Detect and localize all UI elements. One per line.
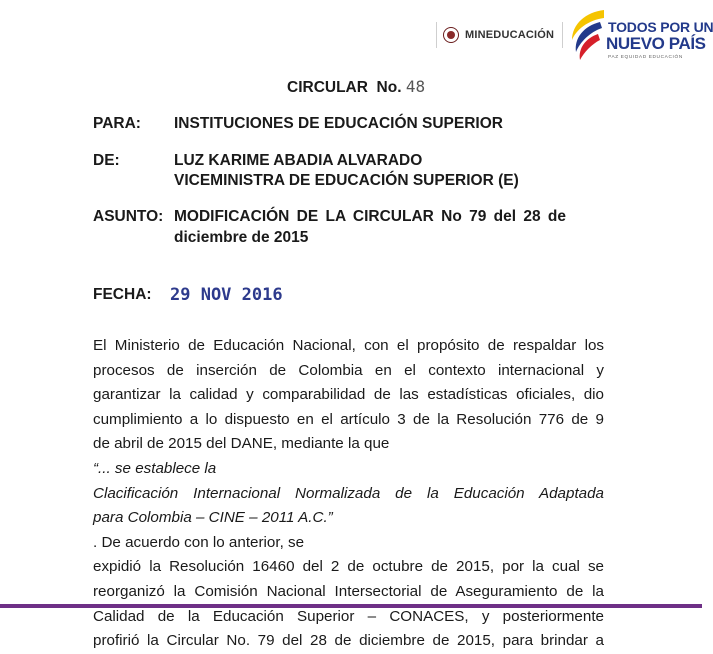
fecha-date-stamp: 29 NOV 2016 <box>170 285 283 305</box>
body-line-text: reorganizó la Comisión Nacional Intersectorial de Aseguramiento de la <box>93 582 604 600</box>
body-line <box>93 555 604 580</box>
body-line-text: El Ministerio de Educación Nacional, con el propósito de respaldar los <box>93 337 604 354</box>
mineducacion-logo <box>436 22 563 48</box>
page-bottom-border <box>0 604 702 608</box>
body-line-text: procesos de inserción de Colombia en el contexto internacional y <box>93 361 604 379</box>
body-line-text: garantizar la calidad y comparabilidad de las estadísticas oficiales, dio <box>93 386 604 404</box>
de-value-line-1: LUZ KARIME ABADIA ALVARADO <box>174 152 423 169</box>
body-line-text: de abril de 2015 del DANE, mediante la que <box>93 435 390 453</box>
slogan-line-2: NUEVO PAÍS <box>606 34 706 53</box>
para-value: INSTITUCIONES DE EDUCACIÓN SUPERIOR <box>174 115 503 132</box>
fecha-label: FECHA: <box>93 286 152 303</box>
body-line <box>93 432 604 481</box>
body-line-text: profirió la Circular No. 79 del 28 de diciembre de 2015, para brindar a <box>93 632 604 650</box>
ministry-logo-text: MINEDUCACIÓN <box>465 29 555 41</box>
asunto-label: ASUNTO: <box>93 208 164 225</box>
body-line <box>93 605 604 630</box>
body-quote-text: para Colombia – CINE – 2011 A.C.” <box>93 509 333 527</box>
asunto-value-text: MODIFICACIÓN DE LA CIRCULAR No 79 del 28 de <box>174 208 567 225</box>
body-line <box>93 359 604 384</box>
slogan-line-1: TODOS POR UN <box>608 19 713 35</box>
body-line <box>93 482 604 507</box>
circular-title <box>287 77 425 97</box>
ministry-seal-icon <box>443 27 459 43</box>
body-line-text: Calidad de la Educación Superior – CONACES, y posteriormente <box>93 607 604 625</box>
body-quote-text: “... se establece la <box>93 459 217 477</box>
body-line-text: cumplimiento a lo dispuesto en el artículo 3 de la Resolución 776 de 9 <box>93 410 604 428</box>
circular-title-label: CIRCULAR No. <box>287 79 402 96</box>
body-line <box>93 334 604 359</box>
body-line <box>93 383 604 408</box>
body-line-text: expidió la Resolución 16460 del 2 de octubre de 2015, por la cual se <box>93 558 604 576</box>
body-line <box>93 408 604 433</box>
para-label: PARA: <box>93 115 141 132</box>
body-line <box>93 506 604 555</box>
de-label: DE: <box>93 152 120 169</box>
body-line <box>93 629 604 654</box>
asunto-value-line-2: diciembre de 2015 <box>174 229 309 246</box>
slogan-line-3: PAZ EQUIDAD EDUCACIÓN <box>608 55 683 60</box>
circular-number: 48 <box>405 77 426 96</box>
body-line-text: . De acuerdo con lo anterior, se <box>93 533 305 551</box>
body-line <box>93 580 604 605</box>
asunto-value-line-1 <box>174 208 604 226</box>
de-value-line-2: VICEMINISTRA DE EDUCACIÓN SUPERIOR (E) <box>174 172 519 189</box>
body-quote-text: Clacificación Internacional Normalizada de la Educación Adaptada <box>93 484 604 502</box>
